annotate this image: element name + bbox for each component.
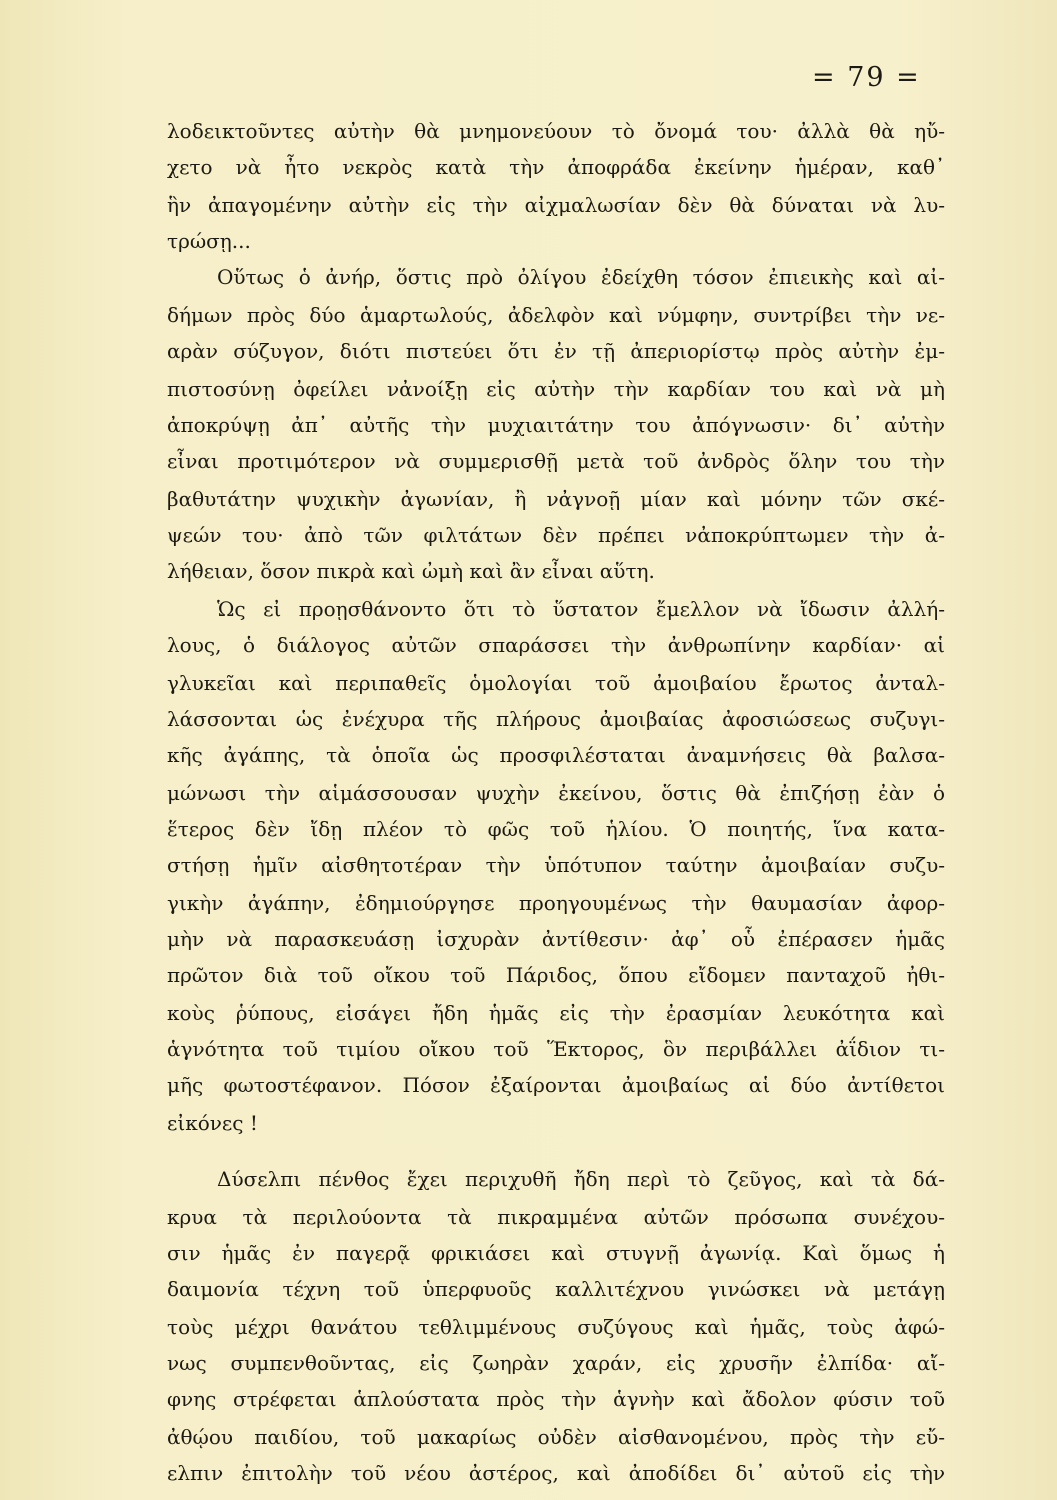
- text-line: μὴν νὰ παρασκευάσῃ ἰσχυρὰν ἀντίθεσιν· ἀφ᾽ οὗ ἐπέρασεν ἡμᾶς: [167, 927, 945, 951]
- paragraph-start: Ὡς εἰ προῃσθάνοντο ὅτι τὸ ὕστατον ἔμελλον νὰ ἴδωσιν ἀλλή-: [217, 597, 945, 621]
- text-line: ἁγνότητα τοῦ τιμίου οἴκου τοῦ Ἕκτορος, ὃν περιβάλλει ἀΐδιον τι-: [167, 1037, 945, 1061]
- paragraph-start: Δύσελπι πένθος ἔχει περιχυθῆ ἤδη περὶ τὸ ζεῦγος, καὶ τὰ δά-: [217, 1167, 945, 1191]
- text-line: μώνωσι τὴν αἱμάσσουσαν ψυχὴν ἐκείνου, ὅστις θὰ ἐπιζήσῃ ἐὰν ὁ: [167, 781, 945, 805]
- text-line: ἀθῴου παιδίου, τοῦ μακαρίως οὐδὲν αἰσθανομένου, πρὸς τὴν εὔ-: [167, 1425, 945, 1449]
- text-line: μῆς φωτοστέφανον. Πόσον ἐξαίρονται ἀμοιβαίως αἱ δύο ἀντίθετοι: [167, 1073, 945, 1097]
- text-line: λους, ὁ διάλογος αὐτῶν σπαράσσει τὴν ἀνθρωπίνην καρδίαν· αἱ: [167, 633, 945, 657]
- text-line: στήσῃ ἡμῖν αἰσθητοτέραν τὴν ὑπότυπον ταύτην ἀμοιβαίαν συζυ-: [167, 853, 945, 877]
- text-line: κῆς ἀγάπης, τὰ ὁποῖα ὡς προσφιλέσταται ἀναμνήσεις θὰ βαλσα-: [167, 743, 945, 767]
- page-number: = 79 =: [812, 62, 921, 93]
- text-line: φνης στρέφεται ἁπλούστατα πρὸς τὴν ἁγνὴν καὶ ἄδολον φύσιν τοῦ: [167, 1387, 945, 1411]
- text-line: δαιμονία τέχνη τοῦ ὑπερφυοῦς καλλιτέχνου γινώσκει νὰ μετάγῃ: [167, 1277, 945, 1301]
- text-line: αρὰν σύζυγον, διότι πιστεύει ὅτι ἐν τῇ ἀπεριορίστῳ πρὸς αὐτὴν ἐμ-: [167, 339, 945, 363]
- text-line: βαθυτάτην ψυχικὴν ἀγωνίαν, ἢ νἀγνοῇ μίαν καὶ μόνην τῶν σκέ-: [167, 487, 945, 511]
- text-line: δήμων πρὸς δύο ἁμαρτωλούς, ἀδελφὸν καὶ νύμφην, συντρίβει τὴν νε-: [167, 303, 945, 327]
- paragraph-start: Οὕτως ὁ ἀνήρ, ὅστις πρὸ ὀλίγου ἐδείχθη τόσον ἐπιεικὴς καὶ αἰ-: [217, 265, 945, 289]
- text-line: νως συμπενθοῦντας, εἰς ζωηρὰν χαράν, εἰς χρυσῆν ἐλπίδα· αἴ-: [167, 1351, 945, 1375]
- text-line: χετο νὰ ἦτο νεκρὸς κατὰ τὴν ἀποφράδα ἐκείνην ἡμέραν, καθ᾽: [167, 155, 945, 179]
- text-line: τοὺς μέχρι θανάτου τεθλιμμένους συζύγους καὶ ἡμᾶς, τοὺς ἀφώ-: [167, 1315, 945, 1339]
- text-line: λάσσονται ὡς ἐνέχυρα τῆς πλήρους ἀμοιβαίας ἀφοσιώσεως συζυγι-: [167, 707, 945, 731]
- text-line: κρυα τὰ περιλούοντα τὰ πικραμμένα αὐτῶν πρόσωπα συνέχου-: [167, 1205, 945, 1229]
- text-line: τρώσῃ...: [167, 229, 251, 253]
- text-line: ἣν ἀπαγομένην αὐτὴν εἰς τὴν αἰχμαλωσίαν δὲν θὰ δύναται νὰ λυ-: [167, 193, 945, 217]
- text-line: πιστοσύνῃ ὀφείλει νἀνοίξῃ εἰς αὐτὴν τὴν καρδίαν του καὶ νὰ μὴ: [167, 377, 945, 401]
- text-line: λοδεικτοῦντες αὐτὴν θὰ μνημονεύουν τὸ ὄνομά του· ἀλλὰ θὰ ηὔ-: [167, 119, 945, 143]
- text-line: γλυκεῖαι καὶ περιπαθεῖς ὁμολογίαι τοῦ ἀμοιβαίου ἔρωτος ἀνταλ-: [167, 671, 945, 695]
- text-line: εἰκόνες !: [167, 1111, 258, 1135]
- text-line: εἶναι προτιμότερον νὰ συμμερισθῇ μετὰ τοῦ ἀνδρὸς ὅλην του τὴν: [167, 449, 945, 473]
- text-line: ψεών του· ἀπὸ τῶν φιλτάτων δὲν πρέπει νἀποκρύπτωμεν τὴν ἀ-: [167, 523, 945, 547]
- text-line: λήθειαν, ὅσον πικρὰ καὶ ὠμὴ καὶ ἂν εἶναι αὕτη.: [167, 559, 655, 583]
- text-line: σιν ἡμᾶς ἐν παγερᾷ φρικιάσει καὶ στυγνῇ ἀγωνίᾳ. Καὶ ὅμως ἡ: [167, 1241, 945, 1265]
- text-line: πρῶτον διὰ τοῦ οἴκου τοῦ Πάριδος, ὅπου εἴδομεν πανταχοῦ ἠθι-: [167, 963, 945, 987]
- text-line: κοὺς ῥύπους, εἰσάγει ἤδη ἡμᾶς εἰς τὴν ἐρασμίαν λευκότητα καὶ: [167, 1001, 945, 1025]
- text-line: ἕτερος δὲν ἴδῃ πλέον τὸ φῶς τοῦ ἡλίου. Ὁ ποιητής, ἵνα κατα-: [167, 817, 945, 841]
- text-line: ελπιν ἐπιτολὴν τοῦ νέου ἀστέρος, καὶ ἀποδίδει δι᾽ αὐτοῦ εἰς τὴν: [167, 1461, 945, 1485]
- text-line: ἀποκρύψῃ ἀπ᾽ αὐτῆς τὴν μυχιαιτάτην του ἀπόγνωσιν· δι᾽ αὐτὴν: [167, 413, 945, 437]
- text-line: γικὴν ἀγάπην, ἐδημιούργησε προηγουμένως τὴν θαυμασίαν ἀφορ-: [167, 891, 945, 915]
